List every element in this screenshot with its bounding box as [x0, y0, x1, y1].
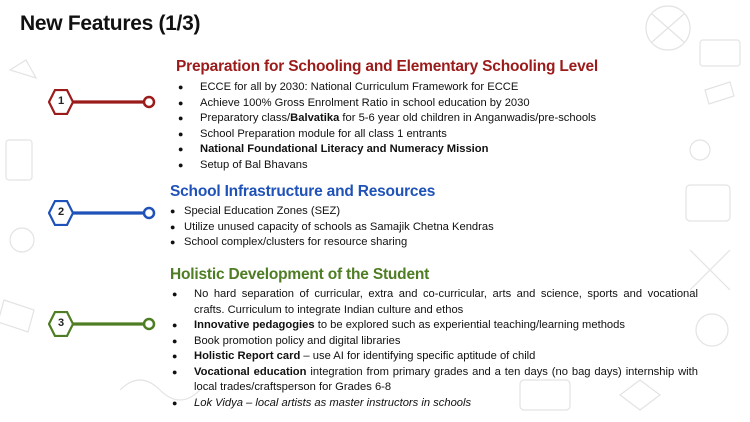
section-2-heading: School Infrastructure and Resources: [170, 183, 436, 200]
section-3: [170, 266, 698, 411]
section-3-marker: [48, 311, 158, 337]
list-item: ● Holistic Report card – use AI for identifying specific aptitude of child: [170, 349, 698, 365]
list-item: ● Book promotion policy and digital libraries: [170, 334, 698, 350]
section-1-marker: [48, 89, 158, 115]
list-item: ● National Foundational Literacy and Numeracy Mission: [176, 142, 716, 158]
list-item: ● Innovative pedagogies to be explored such as experiential teaching/learning methods: [170, 318, 698, 334]
list-item: ● Utilize unused capacity of schools as Samajik Chetna Kendras: [170, 220, 710, 236]
list-item: ● No hard separation of curricular, extra and co-curricular, arts and science, sports and vocational crafts. Curriculum to integrate Indian culture and ethos: [170, 287, 698, 318]
list-item: ● School Preparation module for all class 1 entrants: [176, 127, 716, 143]
list-item: ● Vocational education integration from primary grades and a ten days (no bag days) internship with local trades/craftsperson for Grades 6-8: [170, 365, 698, 396]
section-3-number: 3: [57, 317, 65, 329]
section-1-heading: Preparation for Schooling and Elementary Schooling Level: [176, 58, 599, 75]
list-item: ● Lok Vidya – local artists as master instructors in schools: [170, 396, 698, 412]
section-2: [170, 183, 710, 251]
section-1: [176, 58, 716, 173]
section-3-heading: Holistic Development of the Student: [170, 266, 430, 283]
section-2-list: [170, 204, 710, 251]
list-item: ● School complex/clusters for resource sharing: [170, 235, 710, 251]
section-1-list: [176, 80, 716, 173]
list-item: ● Special Education Zones (SEZ): [170, 204, 710, 220]
list-item: ● Achieve 100% Gross Enrolment Ratio in school education by 2030: [176, 96, 716, 112]
list-item: ● Preparatory class/Balvatika for 5-6 year old children in Anganwadis/pre-schools: [176, 111, 716, 127]
section-2-number: 2: [57, 206, 65, 218]
section-3-list: [170, 287, 698, 411]
slide-title: New Features (1/3): [20, 12, 201, 35]
section-1-number: 1: [57, 95, 65, 107]
list-item: ● ECCE for all by 2030: National Curriculum Framework for ECCE: [176, 80, 716, 96]
list-item: ● Setup of Bal Bhavans: [176, 158, 716, 174]
section-2-marker: [48, 200, 158, 226]
